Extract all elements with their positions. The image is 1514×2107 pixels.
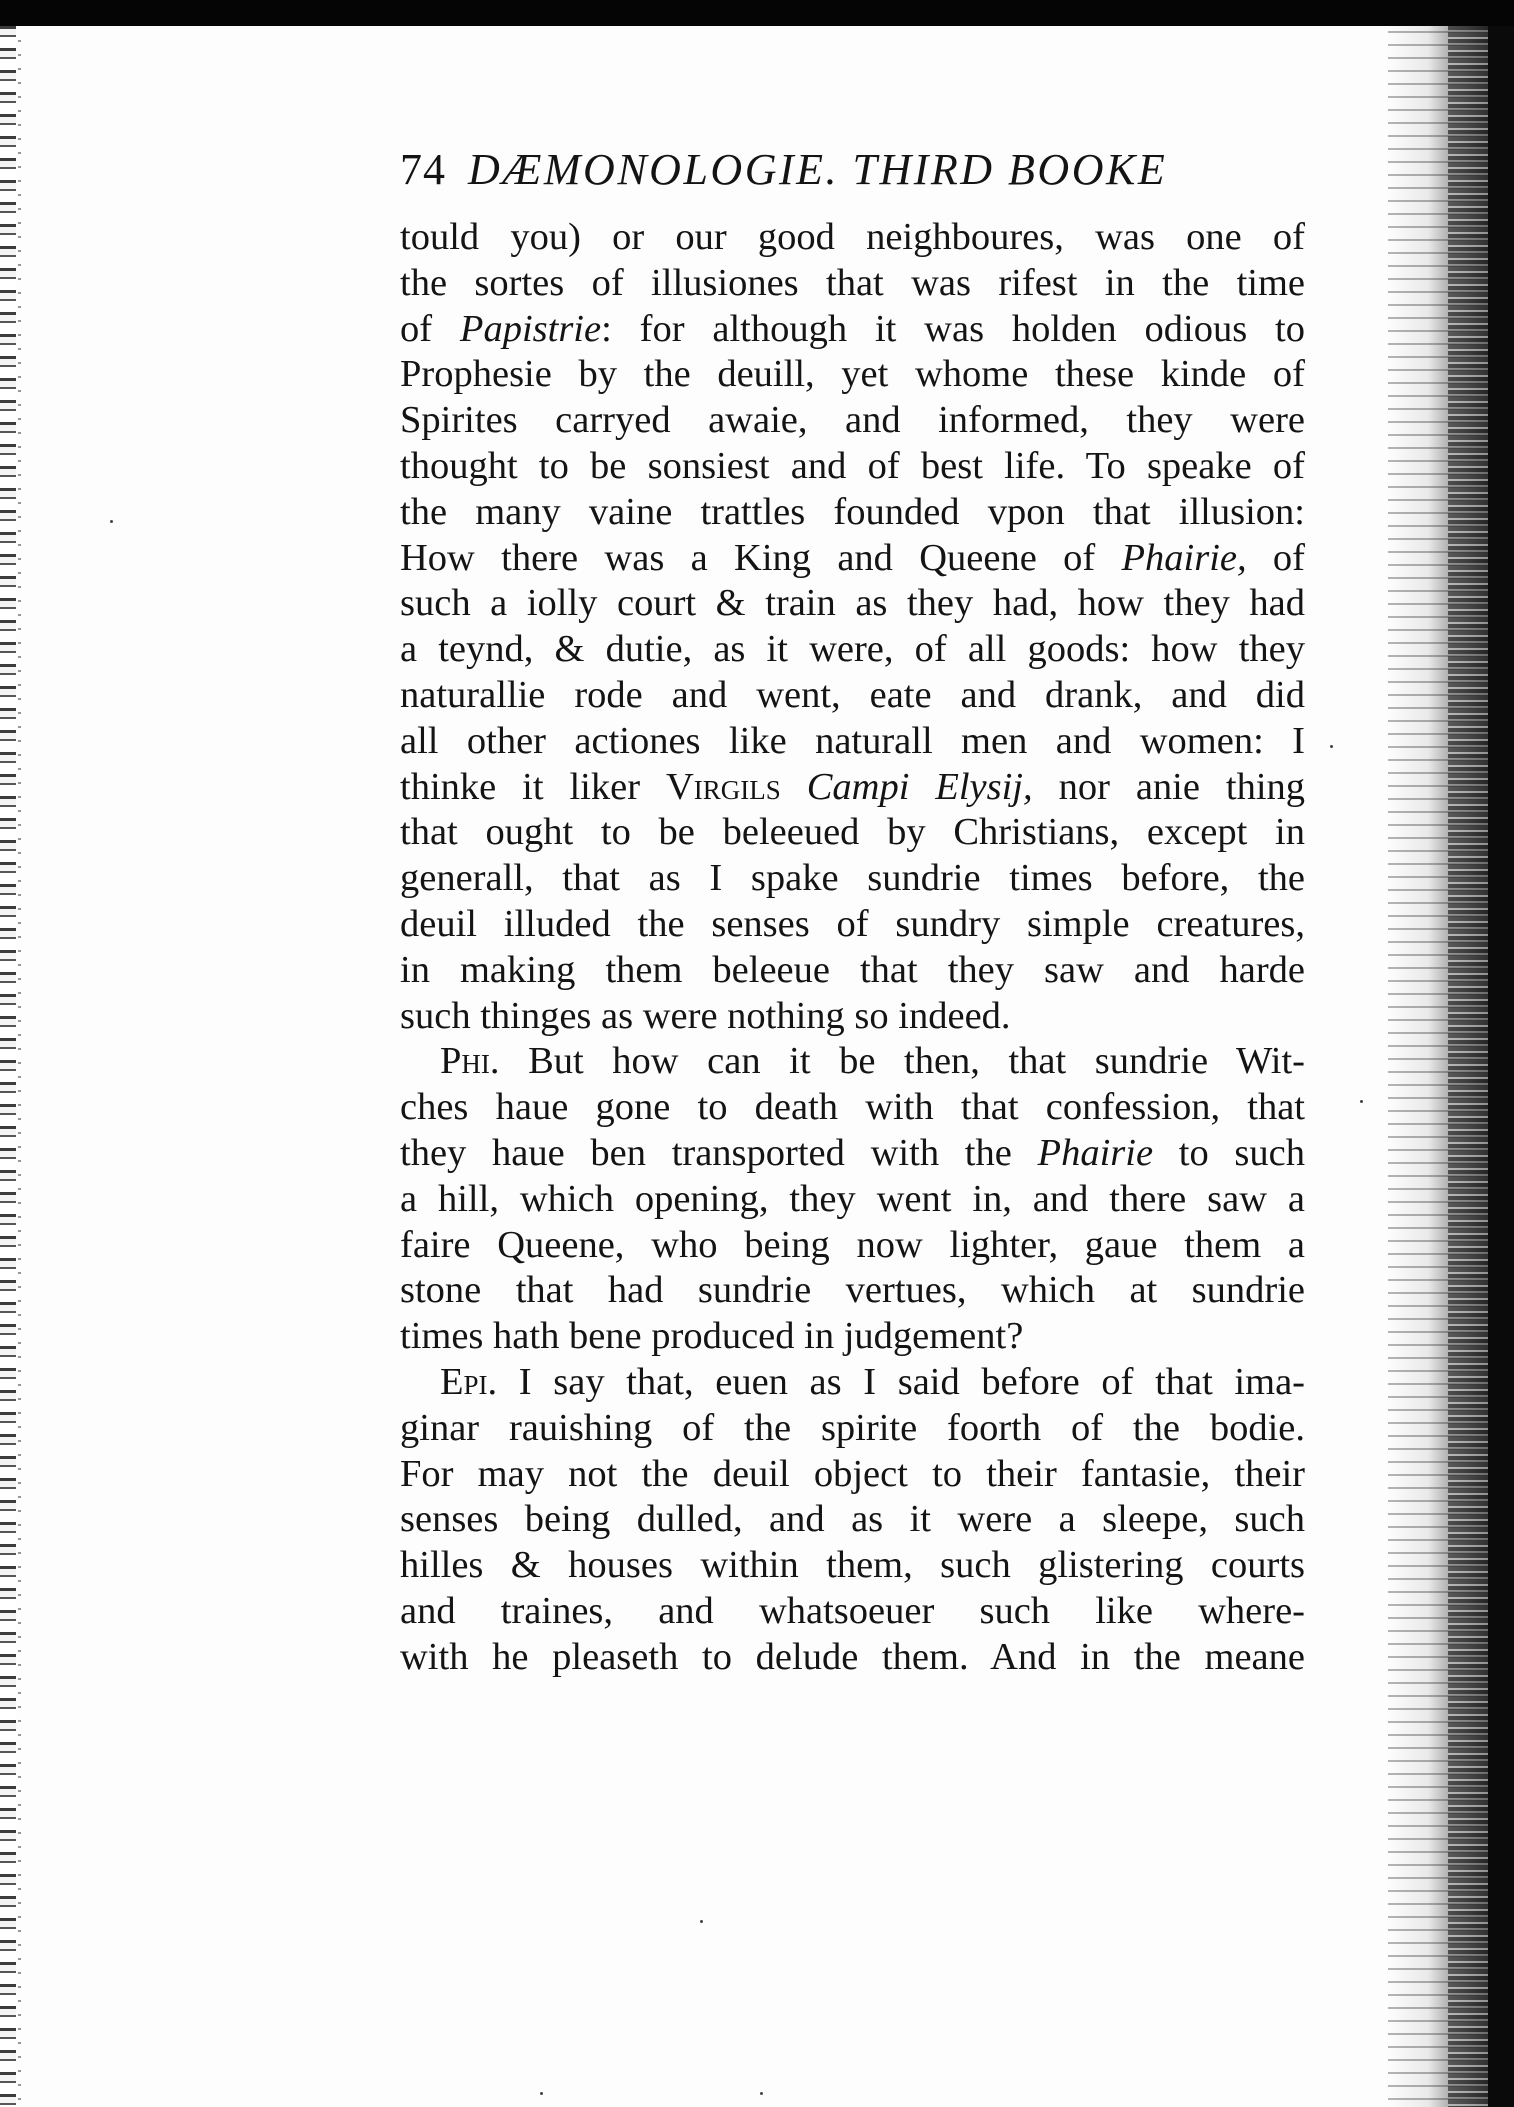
- text-line: How there was a King and Queene of Phairie, of: [400, 536, 1305, 579]
- text-line: senses being dulled, and as it were a sleepe, such: [400, 1498, 1305, 1541]
- scan-speck: [1330, 745, 1333, 748]
- text-line: deuil illuded the senses of sundry simple creatures,: [400, 902, 1305, 945]
- text-line: they haue ben transported with the Phairie to such: [400, 1131, 1305, 1174]
- scan-top-border: [0, 0, 1514, 26]
- text-line: ches haue gone to death with that confession, that: [400, 1086, 1305, 1129]
- text-line: generall, that as I spake sundrie times before, the: [400, 857, 1305, 900]
- text-line: times hath bene produced in judgement?: [400, 1315, 1024, 1358]
- text-line: such thinges as were nothing so indeed.: [400, 994, 1011, 1037]
- scan-speck: [1360, 1100, 1363, 1103]
- text-line: and traines, and whatsoeuer such like where-: [400, 1589, 1305, 1632]
- text-line: Spirites carryed awaie, and informed, they were: [400, 399, 1305, 442]
- page-number: 74: [400, 145, 446, 194]
- speaker-label: Phi.: [440, 1040, 500, 1083]
- small-caps-name: Virgils: [665, 765, 781, 808]
- text-line: such a iolly court & train as they had, how they had: [400, 582, 1305, 625]
- text-line: all other actiones like naturall men and women: I: [400, 719, 1305, 762]
- text-line: the many vaine trattles founded vpon that illusion:: [400, 490, 1305, 533]
- scan-speck: [700, 1920, 703, 1923]
- scan-left-edge-marks: [18, 40, 21, 2107]
- italic-term: Papistrie: [459, 307, 602, 350]
- text-line: a teynd, & dutie, as it were, of all goods: how they: [400, 628, 1305, 671]
- body-text: [400, 215, 1305, 1681]
- text-line: a hill, which opening, they went in, and there saw a: [400, 1177, 1305, 1220]
- text-line: Prophesie by the deuill, yet whome these kinde of: [400, 353, 1305, 396]
- scan-speck: [760, 2092, 763, 2095]
- text-line: naturallie rode and went, eate and drank, and did: [400, 673, 1305, 716]
- scan-speck: [110, 520, 113, 523]
- text-line: in making them beleeue that they saw and harde: [400, 948, 1305, 991]
- scan-left-edge: [0, 26, 16, 2107]
- scan-speck: [540, 2092, 543, 2095]
- text-line: the sortes of illusiones that was rifest in the time: [400, 261, 1305, 304]
- text-line: For may not the deuil object to their fantasie, their: [400, 1452, 1305, 1495]
- running-head: [400, 140, 1340, 200]
- text-line: hilles & houses within them, such glistering courts: [400, 1544, 1305, 1587]
- text-line: tould you) or our good neighboures, was one of: [400, 216, 1305, 258]
- text-line: that ought to be beleeued by Christians, except in: [400, 811, 1305, 854]
- italic-term: Phairie,: [1121, 536, 1247, 579]
- text-line: thinke it liker Virgils Campi Elysij, nor anie thing: [400, 765, 1306, 808]
- scan-right-page-edges: [1448, 26, 1488, 2107]
- text-line: with he pleaseth to delude them. And in the meane: [400, 1635, 1305, 1678]
- italic-term: Phairie: [1037, 1131, 1154, 1174]
- text-line: of Papistrie: for although it was holden odious to: [400, 307, 1305, 350]
- text-line: ginar rauishing of the spirite foorth of the bodie.: [400, 1406, 1305, 1449]
- italic-term: Campi Elysij,: [806, 765, 1033, 808]
- speaker-label: Epi.: [440, 1360, 498, 1403]
- running-head-title: DÆMONOLOGIE. THIRD BOOKE: [468, 145, 1168, 194]
- text-line: thought to be sonsiest and of best life. To speake of: [400, 444, 1305, 487]
- scan-right-border: [1488, 26, 1514, 2107]
- text-line: Phi. But how can it be then, that sundrie Wit-: [440, 1040, 1305, 1083]
- text-line: Epi. I say that, euen as I said before of that ima-: [440, 1360, 1305, 1403]
- text-line: stone that had sundrie vertues, which at sundrie: [400, 1269, 1305, 1312]
- text-line: faire Queene, who being now lighter, gaue them a: [400, 1223, 1305, 1266]
